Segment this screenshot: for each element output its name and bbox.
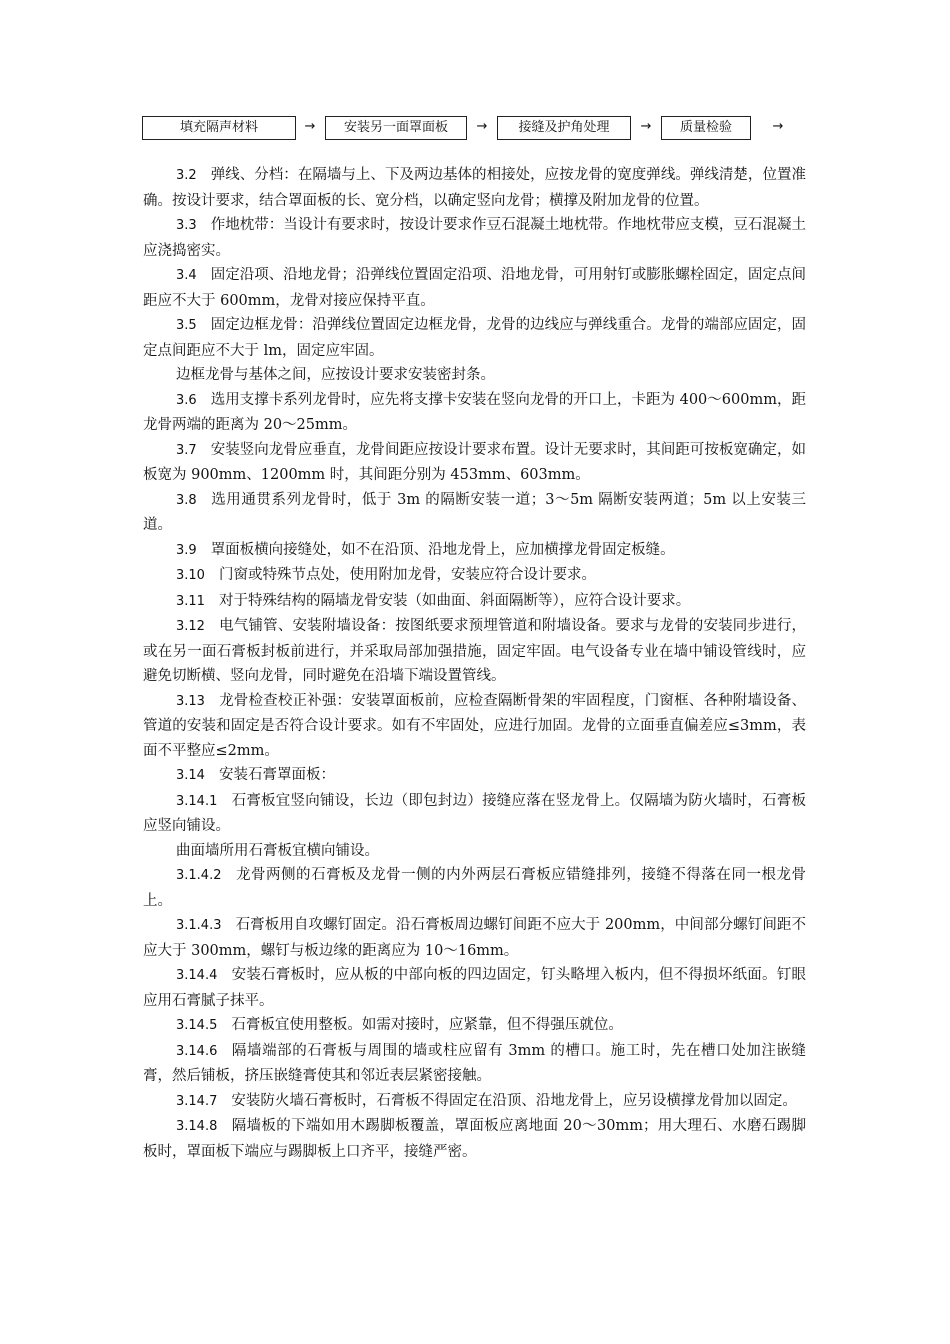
paragraph-3-14-6 (143, 1039, 806, 1089)
paragraph-3-11 (143, 589, 806, 615)
section-number: 3.12 (176, 619, 205, 634)
paragraph-3-14-2 (143, 863, 806, 913)
paragraph-3-7 (143, 438, 806, 488)
section-number: 3.10 (176, 568, 205, 583)
paragraph-3-6 (143, 388, 806, 438)
paragraph-text: 罩面板横向接缝处，如不在沿顶、沿地龙骨上，应加横撑龙骨固定板缝。 (210, 541, 675, 558)
section-number: 3.3 (176, 218, 197, 233)
document-body (143, 163, 806, 1164)
section-number: 3.2 (176, 168, 197, 183)
paragraph-text: 选用通贯系列龙骨时，低于 3m 的隔断安装一道；3～5m 隔断安装两道；5m 以上安装三道。 (143, 491, 806, 533)
section-number: 3.14.8 (176, 1119, 218, 1134)
paragraph-text: 固定沿项、沿地龙骨；沿弹线位置固定沿项、沿地龙骨，可用射钉或膨胀螺栓固定，固定点间距应不大于 600mm，龙骨对接应保持平直。 (143, 267, 806, 309)
paragraph-text: 选用支撑卡系列龙骨时，应先将支撑卡安装在竖向龙骨的开口上，卡距为 400～600mm，距龙骨两端的距离为 20～25mm。 (143, 391, 806, 433)
section-number: 3.1.4.3 (176, 918, 222, 933)
paragraph-text: 隔墙板的下端如用木踢脚板覆盖，罩面板应离地面 20～30mm；用大理石、水磨石踢脚板时，罩面板下端应与踢脚板上口齐平，接缝严密。 (143, 1118, 806, 1160)
paragraph-text: 曲面墙所用石膏板宜横向铺设。 (176, 842, 379, 859)
paragraph-text: 边框龙骨与基体之间，应按设计要求安装密封条。 (176, 367, 495, 383)
paragraph-3-14-8 (143, 1114, 806, 1164)
section-number: 3.14 (176, 768, 205, 783)
flow-step-fill-insulation: 填充隔声材料 (142, 116, 296, 140)
paragraph-text: 石膏板用自攻螺钉固定。沿石膏板周边螺钉间距不应大于 200mm，中间部分螺钉间距不应大于 300mm，螺钉与板边缘的距离应为 10～16mm。 (143, 917, 806, 959)
paragraph-text: 安装防火墙石膏板时，石膏板不得固定在沿顶、沿地龙骨上，应另设横撑龙骨加以固定。 (231, 1092, 797, 1109)
section-number: 3.14.4 (176, 968, 218, 983)
flow-arrow-icon: → (772, 119, 784, 134)
section-number: 3.11 (176, 593, 205, 609)
paragraph-3-4 (143, 263, 806, 313)
paragraph-3-14-3 (143, 913, 806, 963)
section-number: 3.9 (176, 542, 197, 558)
paragraph-3-14-1-note (143, 839, 806, 864)
flow-step-quality-check: 质量检验 (661, 116, 751, 140)
paragraph-3-13 (143, 689, 806, 764)
section-number: 3.14.6 (176, 1043, 218, 1059)
section-number: 3.6 (176, 392, 197, 408)
flow-arrow-icon: → (304, 119, 316, 134)
paragraph-text: 作地枕带：当设计有要求时，按设计要求作豆石混凝土地枕带。作地枕带应支模，豆石混凝土应浇捣密实。 (143, 217, 806, 259)
section-number: 3.1.4.2 (176, 868, 222, 883)
paragraph-3-3 (143, 213, 806, 263)
flow-step-joint-treatment: 接缝及护角处理 (497, 116, 631, 140)
process-flow (0, 0, 950, 160)
paragraph-text: 固定边框龙骨：沿弹线位置固定边框龙骨，龙骨的边线应与弹线重合。龙骨的端部应固定，固定点间距应不大于 lm，固定应牢固。 (143, 317, 806, 359)
paragraph-text: 门窗或特殊节点处，使用附加龙骨，安装应符合设计要求。 (218, 567, 596, 583)
section-number: 3.8 (176, 492, 197, 508)
section-number: 3.5 (176, 318, 197, 333)
section-number: 3.13 (176, 693, 205, 709)
paragraph-3-14-1 (143, 789, 806, 839)
paragraph-text: 石膏板宜竖向铺设，长边（即包封边）接缝应落在竖龙骨上。仅隔墙为防火墙时，石膏板应竖向铺设。 (143, 792, 806, 834)
section-number: 3.14.1 (176, 793, 218, 809)
paragraph-text: 安装石膏板时，应从板的中部向板的四边固定，钉头略埋入板内，但不得损坏纸面。钉眼应用石膏腻子抹平。 (143, 967, 806, 1009)
paragraph-text: 隔墙端部的石膏板与周围的墙或柱应留有 3mm 的槽口。施工时，先在槽口处加注嵌缝膏，然后铺板，挤压嵌缝膏使其和邻近表层紧密接触。 (143, 1042, 806, 1084)
section-number: 3.14.7 (176, 1093, 218, 1109)
paragraph-3-14 (143, 763, 806, 789)
flow-step-install-panel: 安装另一面罩面板 (325, 116, 467, 140)
paragraph-text: 龙骨两侧的石膏板及龙骨一侧的内外两层石膏板应错缝排列，接缝不得落在同一根龙骨上。 (143, 867, 806, 909)
section-number: 3.14.5 (176, 1018, 218, 1033)
section-number: 3.4 (176, 268, 197, 283)
paragraph-3-10 (143, 563, 806, 589)
paragraph-3-12 (143, 614, 806, 689)
flow-arrow-icon: → (476, 119, 488, 134)
paragraph-text: 龙骨检查校正补强：安装罩面板前，应检查隔断骨架的牢固程度，门窗框、各种附墙设备、管道的安装和固定是否符合设计要求。如有不牢固处，应进行加固。龙骨的立面垂直偏差应≤3mm，表面不平整应≤2mm。 (143, 692, 806, 759)
paragraph-3-5-note (143, 363, 806, 388)
paragraph-text: 石膏板宜使用整板。如需对接时，应紧靠，但不得强压就位。 (231, 1017, 623, 1033)
paragraph-3-14-4 (143, 963, 806, 1013)
paragraph-3-14-5 (143, 1013, 806, 1039)
paragraph-3-14-7 (143, 1089, 806, 1115)
paragraph-3-9 (143, 538, 806, 564)
paragraph-text: 对于特殊结构的隔墙龙骨安装（如曲面、斜面隔断等），应符合设计要求。 (218, 592, 691, 609)
paragraph-text: 弹线、分档：在隔墙与上、下及两边基体的相接处，应按龙骨的宽度弹线。弹线清楚，位置准确。按设计要求，结合罩面板的长、宽分档，以确定竖向龙骨；横撑及附加龙骨的位置。 (143, 167, 806, 209)
paragraph-3-8 (143, 488, 806, 538)
paragraph-3-2 (143, 163, 806, 213)
section-number: 3.7 (176, 442, 197, 458)
paragraph-text: 电气铺管、安装附墙设备：按图纸要求预埋管道和附墙设备。要求与龙骨的安装同步进行，或在另一面石膏板封板前进行，并采取局部加强措施，固定牢固。电气设备专业在墙中铺设管线时，应避免切断横、竖向龙骨，同时避免在沿墙下端设置管线。 (143, 618, 806, 684)
paragraph-text: 安装竖向龙骨应垂直，龙骨间距应按设计要求布置。设计无要求时，其间距可按板宽确定，如板宽为 900mm、1200mm 时，其间距分别为 453mm、603mm。 (143, 441, 806, 483)
paragraph-text: 安装石膏罩面板： (218, 767, 335, 783)
paragraph-3-5 (143, 313, 806, 363)
flow-arrow-icon: → (640, 119, 652, 134)
